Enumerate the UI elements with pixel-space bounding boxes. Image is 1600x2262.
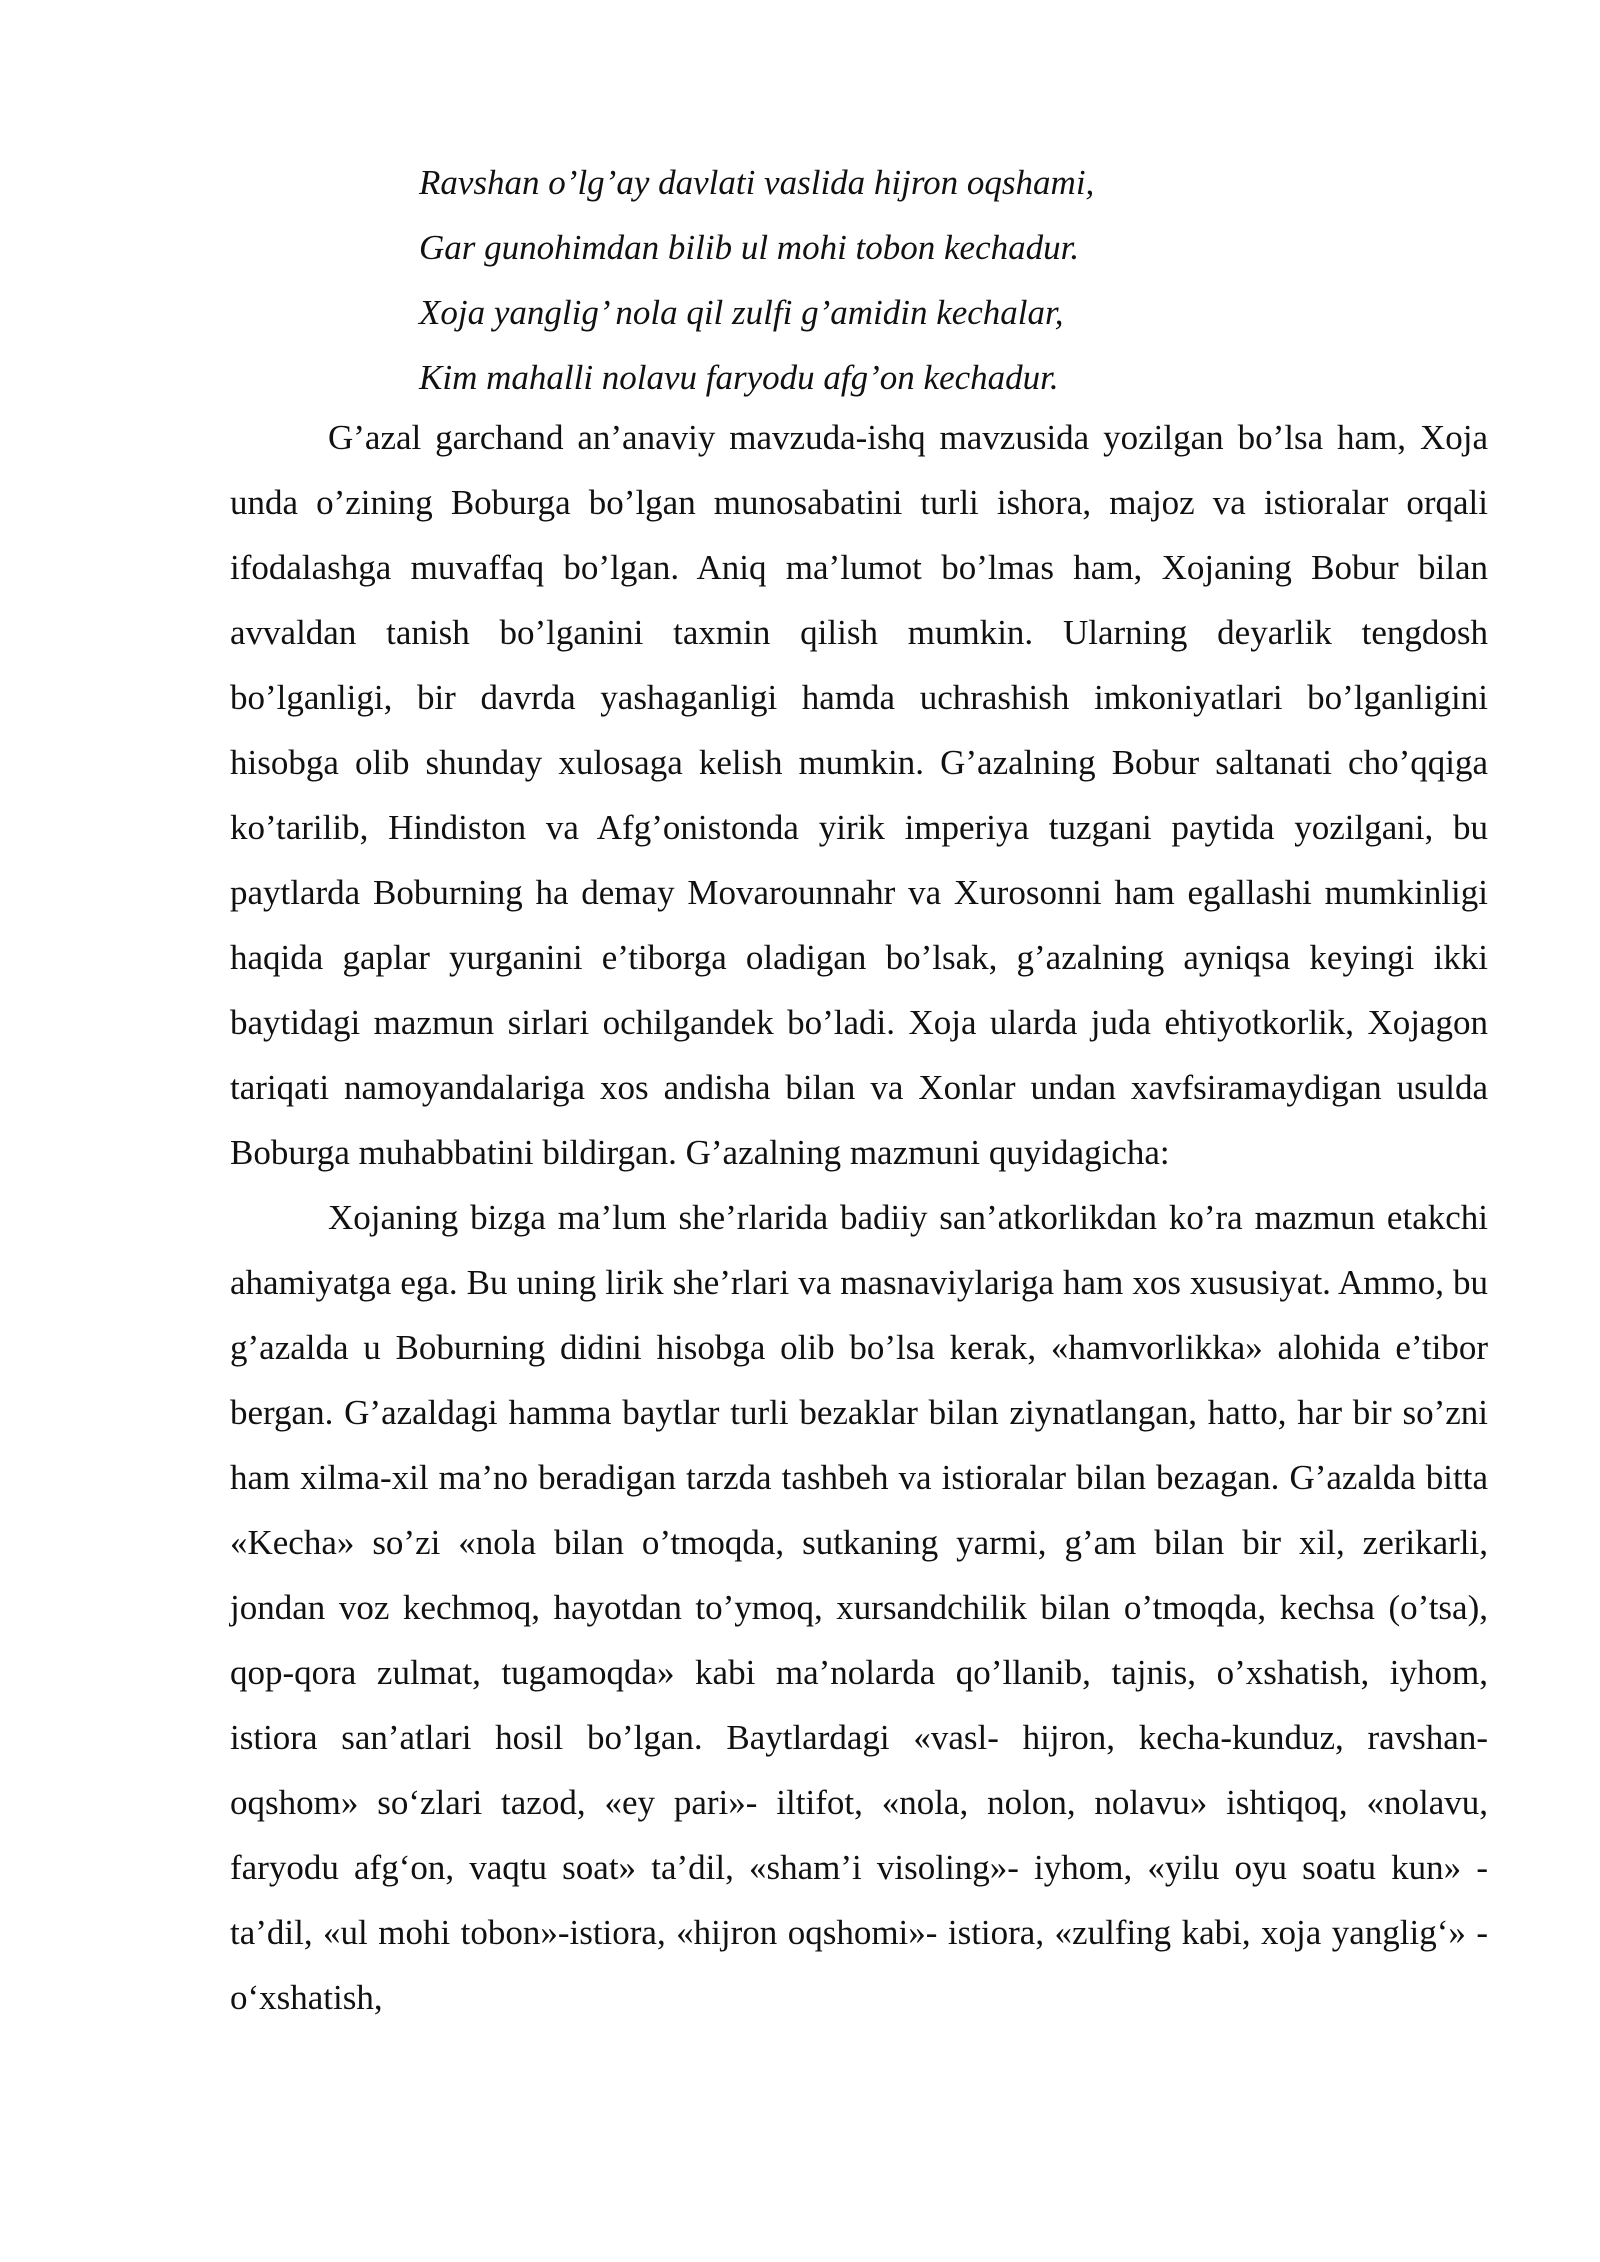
verse-line: Kim mahalli nolavu faryodu afg’on kechadur. — [419, 358, 1059, 397]
verse-line: Ravshan o’lg’ay davlati vaslida hijron oqshami, — [419, 163, 1095, 202]
paragraph: G’azal garchand an’anaviy mavzuda-ishq mavzusida yozilgan bo’lsa ham, Xoja unda o’zining Boburga bo’lgan munosabatini turli ishora, majoz va istioralar orqali ifodalashga muvaffaq bo’lgan. Aniq ma’lumot bo’lmas ham, Xojaning Bobur bilan avvaldan tanish bo’lganini taxmin qilish mumkin. Ularning deyarlik tengdosh bo’lganligi, bir davrda yashaganligi hamda uchrashish imkoniyatlari bo’lganligini hisobga olib shunday xulosaga kelish mumkin. G’azalning Bobur saltanati cho’qqiga ko’tarilib, Hindiston va Afg’onistonda yirik imperiya tuzgani paytida yozilgani, bu paytlarda Boburning ha demay Movarounnahr va Xurosonni ham egallashi mumkinligi haqida gaplar yurganini e’tiborga oladigan bo’lsak, g’azalning ayniqsa keyingi ikki baytidagi mazmun sirlari ochilgandek bo’ladi. Xoja ularda juda ehtiyotkorlik, Xojagon tariqati namoyandalariga xos andisha bilan va Xonlar undan xavfsiramaydigan usulda Boburga muhabbatini bildirgan. G’azalning mazmuni quyidagicha: — [230, 418, 1488, 1172]
poem-verse — [419, 150, 1419, 410]
verse-line: Xoja yanglig’ nola qil zulfi g’amidin kechalar, — [419, 293, 1064, 332]
paragraph: Xojaning bizga ma’lum she’rlarida badiiy san’atkorlikdan ko’ra mazmun etakchi ahamiyatga ega. Bu uning lirik she’rlari va masnaviylariga ham xos xususiyat. Ammo, bu g’azalda u Boburning didini hisobga olib bo’lsa kerak, «hamvorlikka» alohida e’tibor bergan. G’azaldagi hamma baytlar turli bezaklar bilan ziynatlangan, hatto, har bir so’zni ham xilma-xil ma’no beradigan tarzda tashbeh va istioralar bilan bezagan. G’azalda bitta «Kecha» so’zi «nola bilan o’tmoqda, sutkaning yarmi, g’am bilan bir xil, zerikarli, jondan voz kechmoq, hayotdan to’ymoq, xursandchilik bilan o’tmoqda, kechsa (o’tsa), qop-qora zulmat, tugamoqda» kabi ma’nolarda qo’llanib, tajnis, o’xshatish, iyhom, istiora san’atlari hosil bo’lgan. Baytlardagi «vasl- hijron, kecha-kunduz, ravshan-oqshom» so‘zlari tazod, «ey pari»- iltifot, «nola, nolon, nolavu» ishtiqoq, «nolavu, faryodu afg‘on, vaqtu soat» ta’dil, «sham’i visoling»- iyhom, «yilu oyu soatu kun» - ta’dil, «ul mohi tobon»-istiora, «hijron oqshomi»- istiora, «zulfing kabi, xoja yanglig‘» - o‘xshatish, — [230, 1198, 1488, 2017]
verse-line: Gar gunohimdan bilib ul mohi tobon kechadur. — [419, 228, 1080, 267]
body-text — [230, 405, 1488, 2030]
